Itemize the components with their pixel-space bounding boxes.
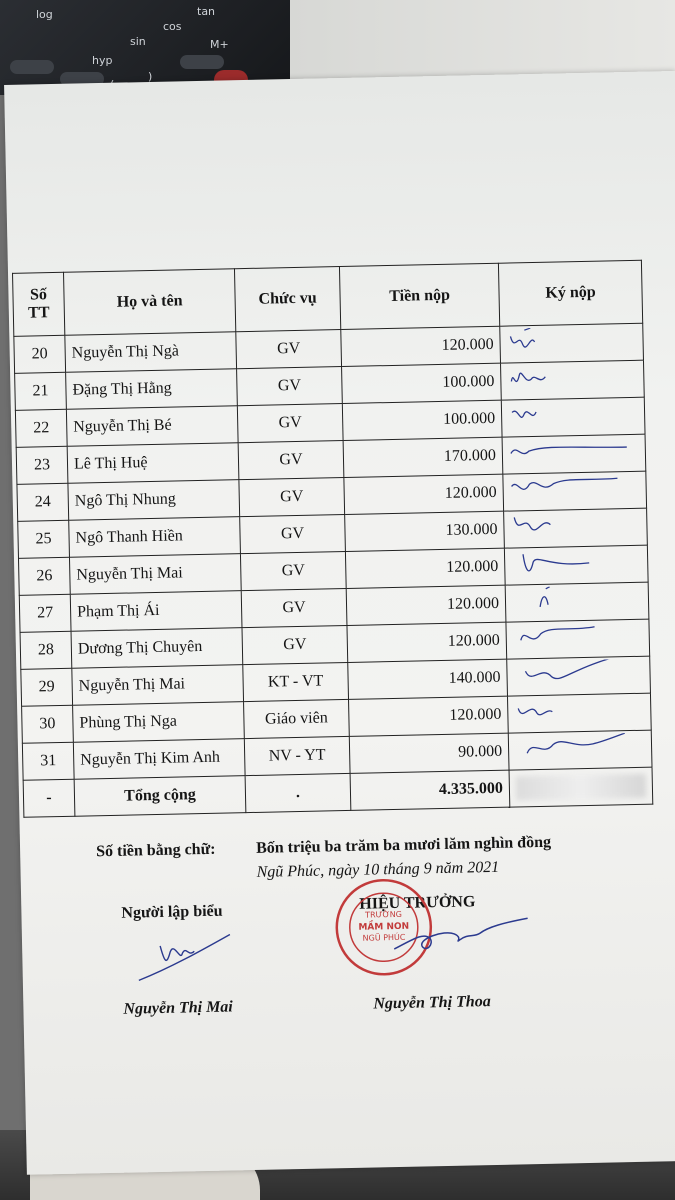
handwritten-signature	[509, 548, 634, 581]
total-stt: -	[23, 779, 75, 817]
handwritten-signature	[508, 511, 633, 544]
row-signature	[501, 360, 645, 400]
row-signature	[506, 619, 650, 659]
row-number: 31	[22, 742, 74, 780]
row-signature	[504, 508, 648, 548]
calc-key-label: )	[148, 70, 153, 83]
row-number: 27	[19, 594, 71, 632]
row-amount: 120.000	[347, 622, 507, 662]
row-role: GV	[239, 477, 345, 516]
row-number: 28	[20, 631, 72, 669]
seal-line: MẦM NON	[358, 921, 410, 933]
calc-button	[10, 60, 54, 74]
calc-key-label: tan	[197, 5, 216, 18]
preparer-name: Nguyễn Thị Mai	[123, 998, 233, 1018]
row-name: Phạm Thị Ái	[70, 591, 242, 632]
row-name: Phùng Thị Nga	[73, 702, 245, 743]
row-amount: 90.000	[349, 733, 509, 773]
total-signature-blurred	[509, 767, 653, 807]
contribution-table	[12, 260, 653, 818]
row-role: KT - VT	[243, 662, 349, 701]
row-number: 20	[14, 335, 66, 373]
document-page	[4, 71, 675, 1175]
header-sign: Ký nộp	[498, 260, 642, 326]
calc-button	[180, 55, 224, 69]
calc-key-label: M+	[210, 38, 229, 51]
row-signature	[502, 434, 646, 474]
calc-key-label: sin	[130, 35, 146, 48]
total-label: Tổng cộng	[74, 776, 246, 817]
row-name: Dương Thị Chuyên	[71, 628, 243, 669]
row-signature	[505, 582, 649, 622]
amount-in-words-value: Bốn triệu ba trăm ba mươi lăm nghìn đồng	[255, 833, 552, 857]
calc-key-label: log	[36, 8, 53, 21]
row-amount: 100.000	[342, 363, 502, 403]
total-amount: 4.335.000	[350, 770, 510, 810]
row-amount: 100.000	[342, 400, 502, 440]
row-role: Giáo viên	[244, 699, 350, 738]
calc-key-label: hyp	[92, 54, 113, 67]
handwritten-signature	[506, 400, 631, 433]
row-signature	[507, 693, 651, 733]
preparer-signature	[130, 930, 241, 992]
principal-name: Nguyễn Thị Thoa	[373, 993, 491, 1013]
row-signature	[503, 471, 647, 511]
row-name: Nguyễn Thị Mai	[69, 554, 241, 595]
row-signature	[507, 656, 651, 696]
row-signature	[501, 397, 645, 437]
row-number: 29	[21, 668, 73, 706]
row-number: 30	[22, 705, 74, 743]
row-name: Nguyễn Thị Ngà	[65, 332, 237, 373]
seal-line: NGŨ PHÚC	[362, 932, 406, 943]
total-role: .	[245, 773, 351, 812]
row-name: Nguyễn Thị Kim Anh	[73, 739, 245, 780]
row-signature	[508, 730, 652, 770]
header-stt: Số TT	[13, 272, 65, 336]
row-amount: 140.000	[348, 659, 508, 699]
row-role: GV	[240, 551, 346, 590]
row-name: Lê Thị Huệ	[67, 443, 239, 484]
row-signature	[500, 323, 644, 363]
row-name: Ngô Thanh Hiền	[69, 517, 241, 558]
handwritten-signature	[510, 585, 635, 618]
handwritten-signature	[507, 474, 632, 507]
row-number: 24	[17, 483, 69, 521]
handwritten-signature	[513, 733, 638, 766]
table-body	[14, 323, 653, 817]
row-number: 25	[18, 520, 70, 558]
header-amount: Tiền nộp	[339, 263, 499, 329]
row-number: 26	[18, 557, 70, 595]
row-role: GV	[236, 330, 342, 369]
row-amount: 120.000	[345, 548, 505, 588]
handwritten-signature	[507, 437, 632, 470]
place-date: Ngũ Phúc, ngày 10 tháng 9 năm 2021	[256, 858, 500, 881]
row-amount: 130.000	[345, 511, 505, 551]
row-amount: 120.000	[346, 585, 506, 625]
preparer-title: Người lập biểu	[121, 902, 223, 922]
row-name: Ngô Thị Nhung	[68, 480, 240, 521]
handwritten-signature	[505, 363, 630, 396]
row-number: 21	[15, 372, 67, 410]
seal-line: TRƯỜNG	[365, 909, 403, 920]
row-number: 23	[16, 446, 68, 484]
row-amount: 170.000	[343, 437, 503, 477]
row-role: GV	[237, 404, 343, 443]
principal-title: HIỆU TRƯỞNG	[359, 893, 476, 913]
principal-signature	[383, 906, 534, 969]
calc-key-label: cos	[163, 20, 182, 33]
handwritten-signature	[511, 659, 636, 692]
row-role: NV - YT	[244, 736, 350, 775]
row-role: GV	[242, 625, 348, 664]
row-name: Đặng Thị Hằng	[66, 369, 238, 410]
row-amount: 120.000	[344, 474, 504, 514]
handwritten-signature	[510, 622, 635, 655]
header-role: Chức vụ	[234, 267, 340, 332]
row-amount: 120.000	[349, 696, 509, 736]
row-number: 22	[15, 409, 67, 447]
handwritten-signature	[504, 326, 629, 359]
row-amount: 120.000	[341, 326, 501, 366]
row-role: GV	[238, 441, 344, 480]
row-role: GV	[237, 367, 343, 406]
row-signature	[504, 545, 648, 585]
row-name: Nguyễn Thị Mai	[72, 665, 244, 706]
row-name: Nguyễn Thị Bé	[66, 406, 238, 447]
row-role: GV	[240, 514, 346, 553]
amount-in-words-label: Số tiền bằng chữ:	[95, 840, 216, 861]
row-role: GV	[241, 588, 347, 627]
blurred-region	[516, 774, 646, 801]
header-name: Họ và tên	[64, 269, 236, 336]
handwritten-signature	[512, 696, 637, 729]
